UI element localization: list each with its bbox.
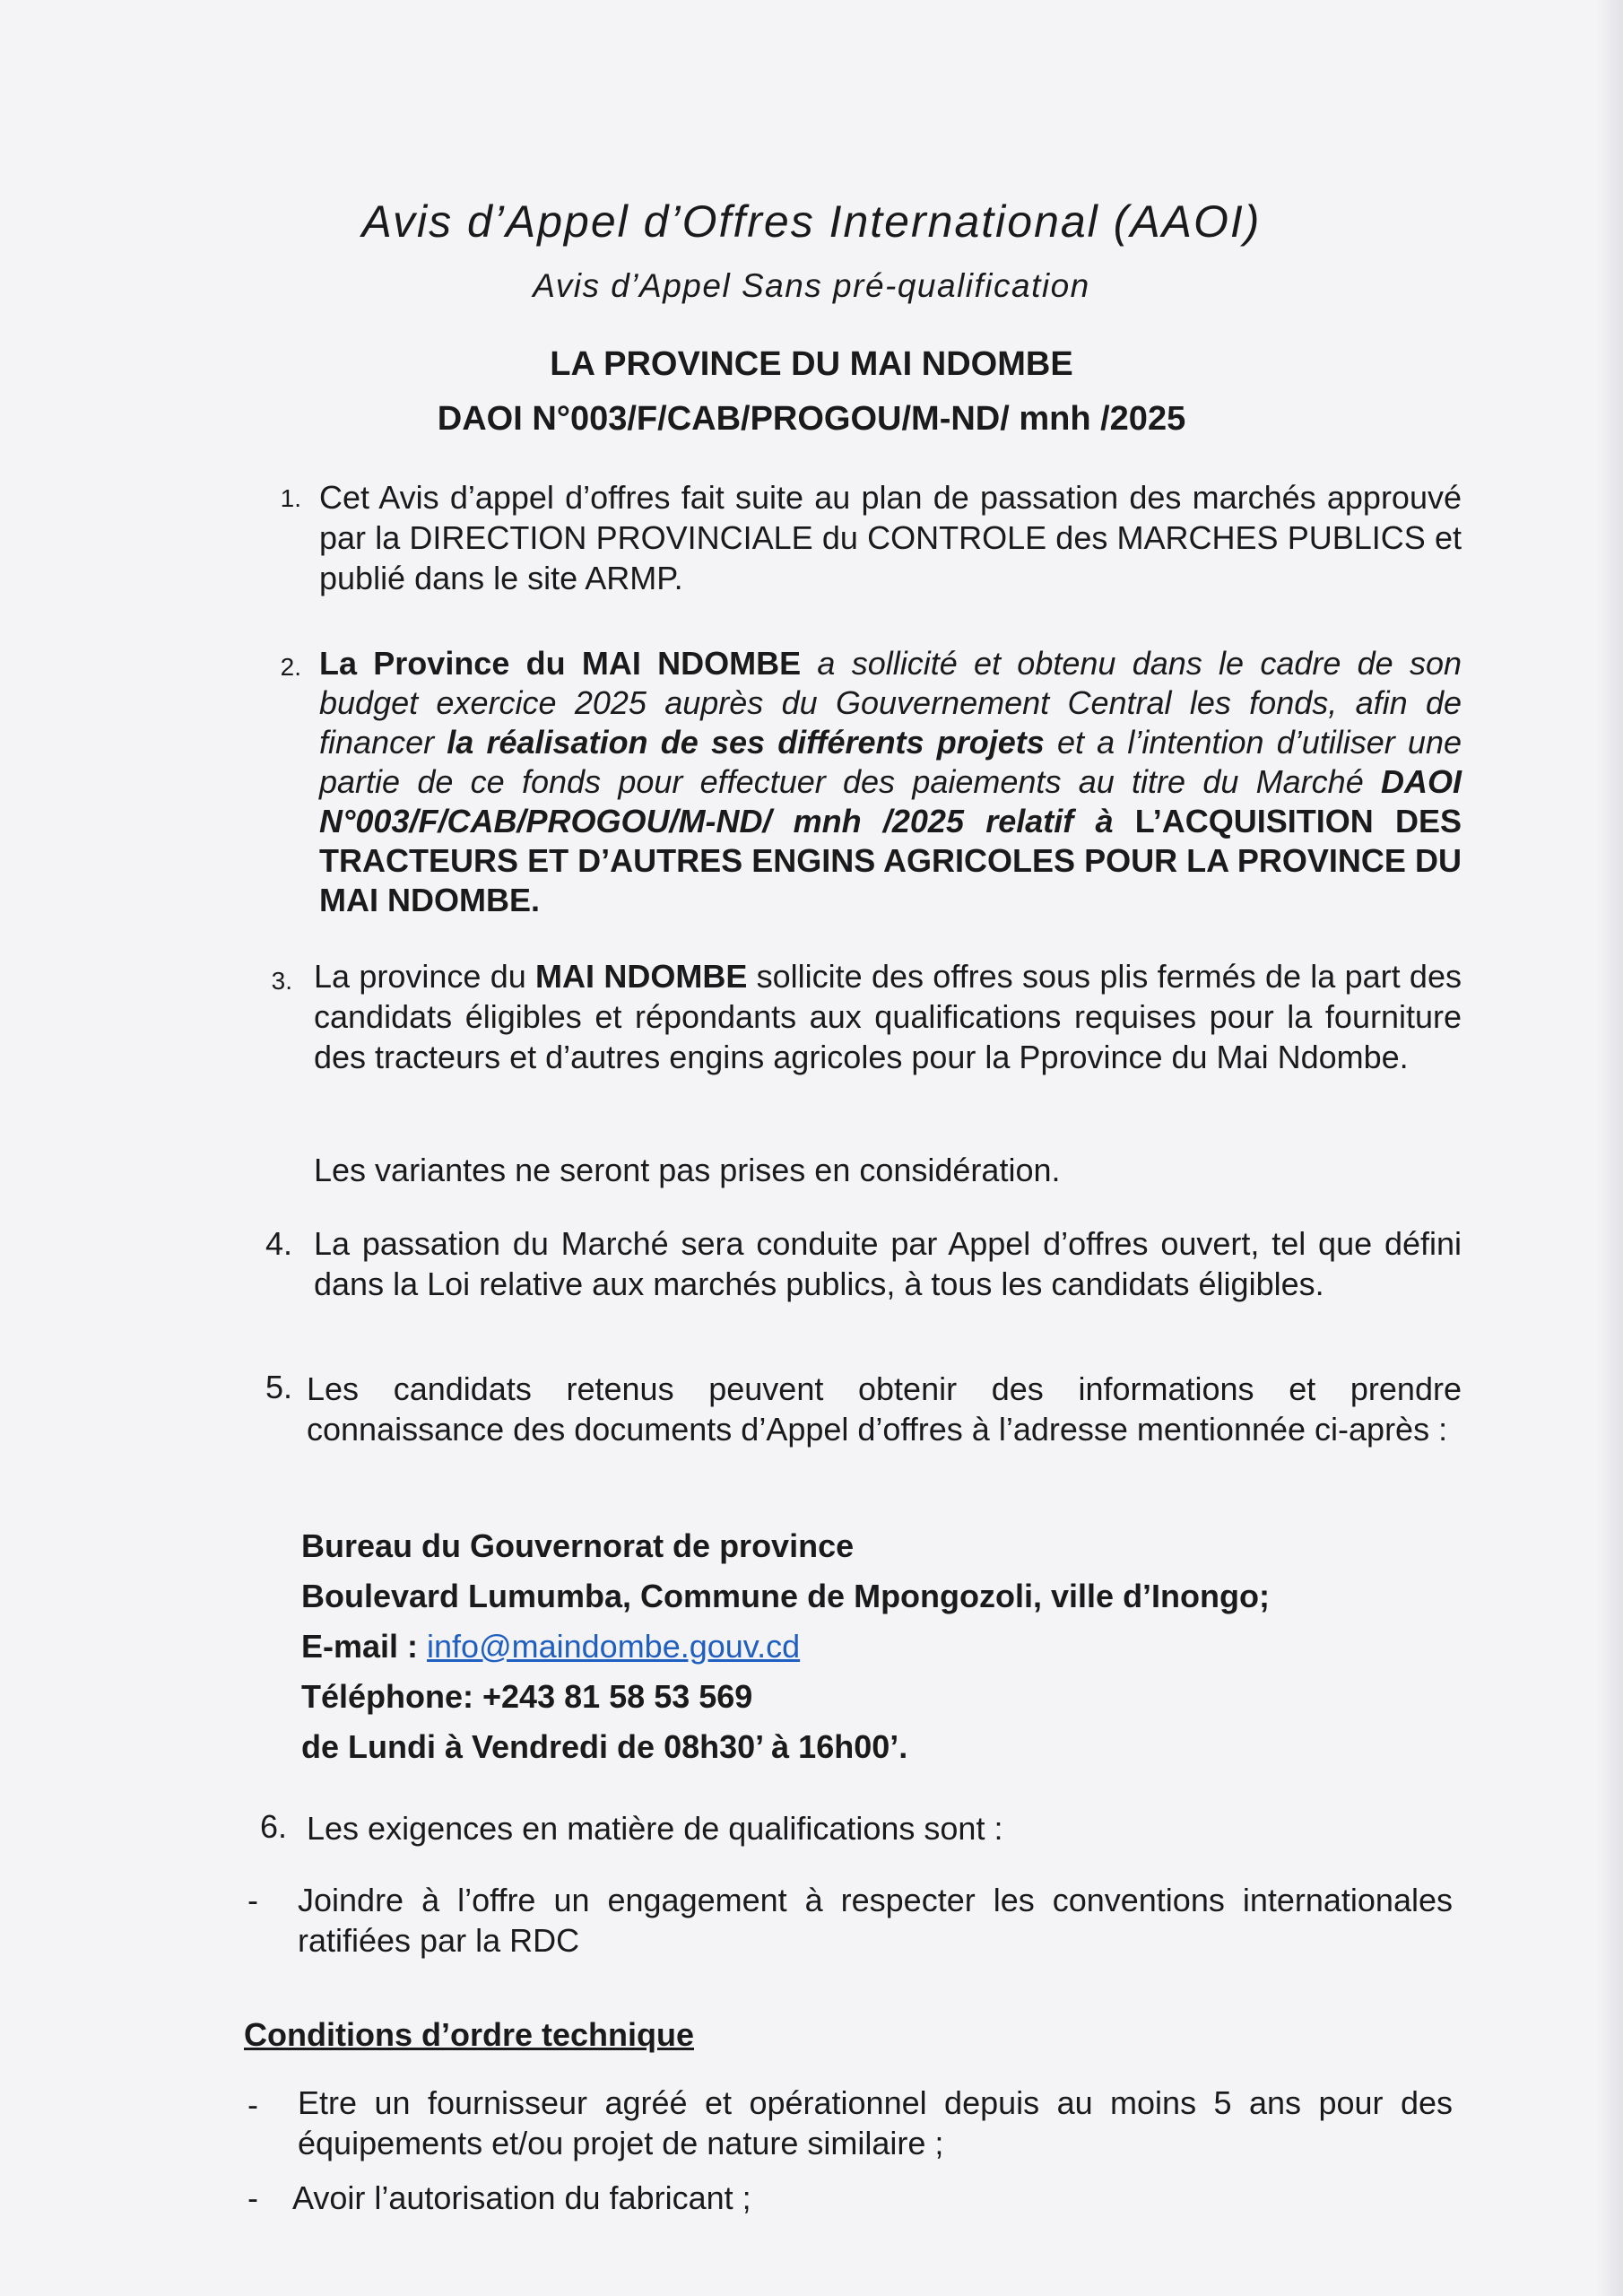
email-label: E-mail : (301, 1628, 428, 1665)
item-number-6: 6. (259, 1808, 287, 1845)
paragraph-6: Les exigences en matière de qualifications sont : (307, 1810, 1003, 1847)
address-street: Boulevard Lumumba, Commune de Mpongozoli, ville d’Inongo; (301, 1578, 1270, 1614)
document-title: Avis d’Appel d’Offres International (AAOI) (361, 196, 1262, 247)
paragraph-2 (319, 644, 1462, 920)
paragraph-4: La passation du Marché sera conduite par Appel d’offres ouvert, tel que défini dans la Loi relative aux marchés publics, à tous les candidats éligibles. (314, 1225, 1462, 1302)
item-number-4: 4. (265, 1225, 292, 1262)
bullet-supplier: Etre un fournisseur agréé et opérationnel depuis au moins 5 ans pour des équipements et/ou projet de nature similaire ; (298, 2084, 1453, 2161)
paragraph-2-subject: La Province du MAI NDOMBE (319, 645, 802, 682)
variants-note: Les variantes ne seront pas prises en considération. (314, 1152, 1061, 1188)
contact-address (301, 1521, 1467, 1772)
item-number-1: 1. (280, 484, 301, 512)
paragraph-3-text-a: La province du (314, 958, 536, 995)
address-office: Bureau du Gouvernorat de province (301, 1527, 855, 1564)
scan-edge-shadow (1596, 0, 1623, 2296)
address-hours: de Lundi à Vendredi de 08h30’ à 16h00’. (301, 1728, 908, 1765)
paragraph-2-text-a: a sollicité et obtenu dans le cadre de son budget exercice 2025 auprès du Gouvernement Central les fonds, afin de financer (319, 645, 1462, 761)
bullet-dash: - (247, 1882, 258, 1918)
technical-conditions-heading: Conditions d’ordre technique (244, 2016, 694, 2053)
province-heading: LA PROVINCE DU MAI NDOMBE (550, 345, 1073, 383)
paragraph-2-text-b: et a l’intention d’utiliser une partie de ce fonds pour effectuer des paiements au titre du Marché (319, 724, 1462, 800)
paragraph-2-object: L’ACQUISITION DES TRACTEURS ET D’AUTRES ENGINS AGRICOLES POUR LA PROVINCE DU MAI NDOMBE. (319, 803, 1462, 918)
email-link[interactable]: info@maindombe.gouv.cd (427, 1628, 801, 1665)
item-number-3: 3. (271, 967, 292, 995)
paragraph-1: Cet Avis d’appel d’offres fait suite au plan de passation des marchés approuvé par la DIRECTION PROVINCIALE du CONTROLE des MARCHES PUBLICS et publié dans le site ARMP. (319, 479, 1462, 596)
paragraph-2-reference: DAOI N°003/F/CAB/PROGOU/M-ND/ mnh /2025 relatif à (319, 763, 1462, 839)
address-email-line (301, 1622, 1467, 1672)
document-subtitle: Avis d’Appel Sans pré-qualification (533, 267, 1090, 304)
paragraph-2-projects: la réalisation de ses différents projets (447, 724, 1045, 761)
bullet-dash: - (247, 2086, 258, 2123)
item-number-2: 2. (280, 653, 301, 681)
address-phone: Téléphone: +243 81 58 53 569 (301, 1678, 753, 1715)
reference-heading: DAOI N°003/F/CAB/PROGOU/M-ND/ mnh /2025 (437, 400, 1186, 438)
paragraph-3 (314, 956, 1462, 1077)
bullet-dash: - (247, 2179, 258, 2216)
paragraph-3-text-b: sollicite des offres sous plis fermés de la part des candidats éligibles et répondants aux qualifications requises pour la fourniture des tracteurs et d’autres engins agricoles pour la Pprovince du Mai Ndombe. (314, 958, 1462, 1075)
paragraph-3-province: MAI NDOMBE (535, 958, 748, 995)
bullet-manufacturer: Avoir l’autorisation du fabricant ; (292, 2179, 751, 2216)
bullet-conventions: Joindre à l’offre un engagement à respecter les conventions internationales ratifiées par la RDC (298, 1882, 1453, 1959)
item-number-5: 5. (265, 1369, 292, 1405)
paragraph-5: Les candidats retenus peuvent obtenir des informations et prendre connaissance des documents d’Appel d’offres à l’adresse mentionnée ci-après : (307, 1370, 1462, 1448)
